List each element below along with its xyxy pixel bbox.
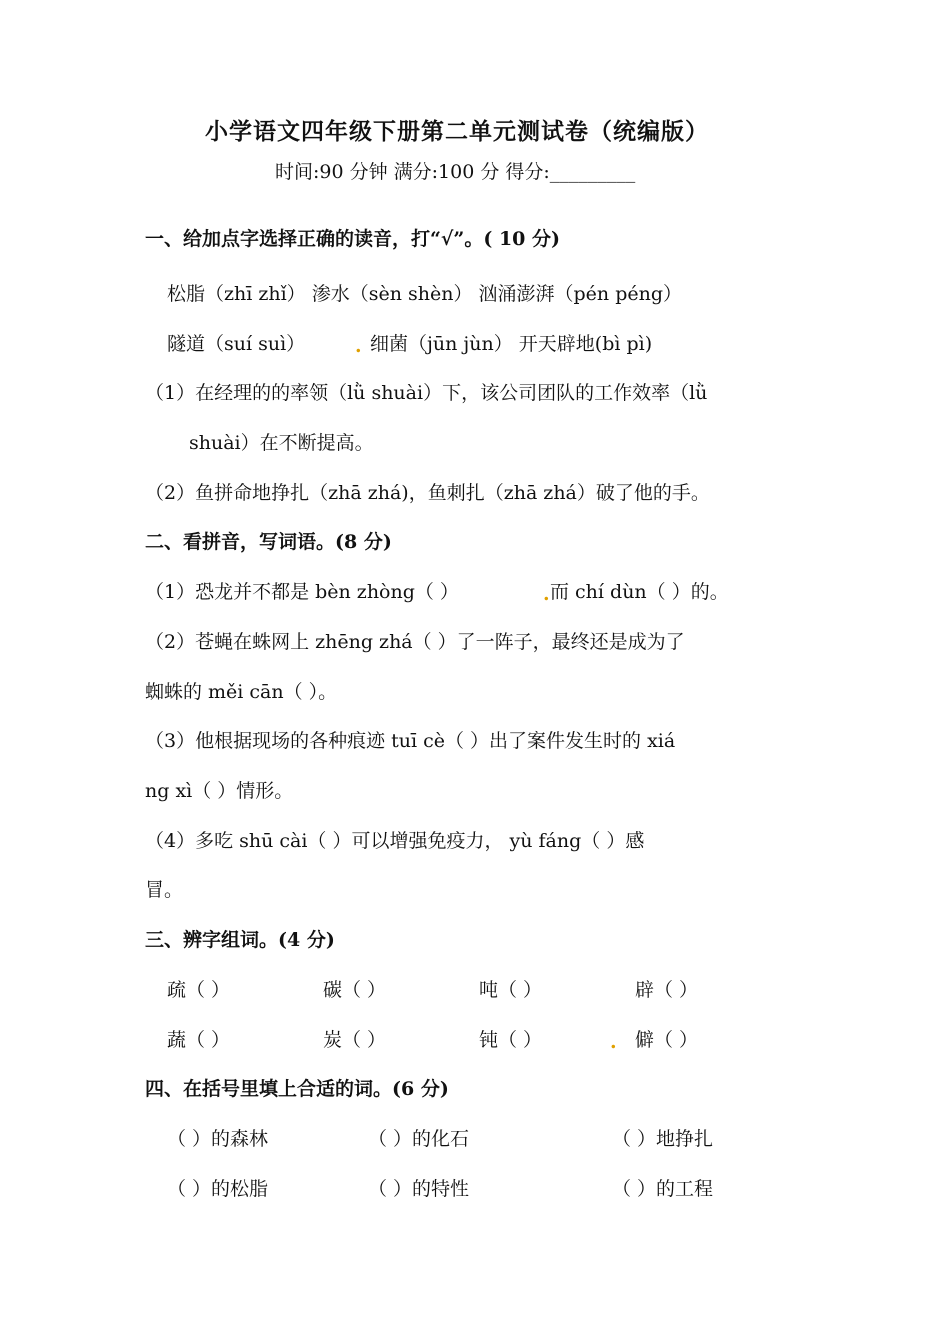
- s2-question-4a: （4）多吃 shū cài（ ）可以增强免疫力， yù fáng（ ）感: [145, 830, 645, 852]
- s1-question-1a: （1）在经理的的率领（lǜ shuài）下，该公司团队的工作效率（lǜ: [145, 382, 708, 404]
- emphasis-dot: .: [355, 335, 362, 357]
- s1-row-1: 松脂（zhī zhǐ） 渗水（sèn shèn） 汹涌澎湃（pén péng）: [167, 283, 682, 305]
- emphasis-dot: .: [543, 583, 550, 605]
- s4-item: （ ）的特性: [368, 1178, 470, 1200]
- section-2-heading: 二、看拼音，写词语。(8 分): [145, 531, 392, 553]
- s2-question-2a: （2）苍蝇在蛛网上 zhēng zhá（ ）了一阵子，最终还是成为了: [145, 631, 685, 653]
- s3-item: 钝（ ）: [479, 1029, 543, 1051]
- s3-item: 炭（ ）: [323, 1029, 387, 1051]
- emphasis-dot: .: [610, 1031, 617, 1053]
- s1-question-1b: shuài）在不断提高。: [189, 432, 374, 454]
- exam-meta: 时间:90 分钟 满分:100 分 得分:_________: [275, 161, 636, 183]
- s3-item: 蔬（ ）: [167, 1029, 231, 1051]
- s2-question-2b: 蜘蛛的 měi cān（ ）。: [145, 681, 338, 703]
- exam-title: 小学语文四年级下册第二单元测试卷（统编版）: [205, 118, 709, 145]
- s2-question-3a: （3）他根据现场的各种痕迹 tuī cè（ ）出了案件发生时的 xiá: [145, 730, 676, 752]
- section-4-heading: 四、在括号里填上合适的词。(6 分): [145, 1078, 449, 1100]
- s1-row-2b: 细菌（jūn jùn） 开天辟地(bì pì): [370, 333, 653, 355]
- s4-item: （ ）的化石: [368, 1128, 470, 1150]
- s2-question-1b: 而 chí dùn（ ）的。: [550, 581, 729, 603]
- s3-item: 僻（ ）: [635, 1029, 699, 1051]
- s1-row-2a: 隧道（suí suì）: [167, 333, 306, 355]
- s2-question-1a: （1）恐龙并不都是 bèn zhòng（ ）: [145, 581, 459, 603]
- section-3-heading: 三、辨字组词。(4 分): [145, 929, 335, 951]
- s2-question-4b: 冒。: [145, 879, 184, 901]
- s3-item: 碳（ ）: [323, 979, 387, 1001]
- s3-item: 疏（ ）: [167, 979, 231, 1001]
- s1-question-2: （2）鱼拼命地挣扎（zhā zhá)，鱼刺扎（zhā zhá）破了他的手。: [145, 482, 710, 504]
- s4-item: （ ）地挣扎: [612, 1128, 714, 1150]
- s3-item: 吨（ ）: [479, 979, 543, 1001]
- s2-question-3b: ng xì（ ）情形。: [145, 780, 294, 802]
- s4-item: （ ）的工程: [612, 1178, 714, 1200]
- s3-item: 辟（ ）: [635, 979, 699, 1001]
- s4-item: （ ）的松脂: [167, 1178, 269, 1200]
- s4-item: （ ）的森林: [167, 1128, 269, 1150]
- section-1-heading: 一、给加点字选择正确的读音，打“√”。( 10 分): [145, 228, 560, 250]
